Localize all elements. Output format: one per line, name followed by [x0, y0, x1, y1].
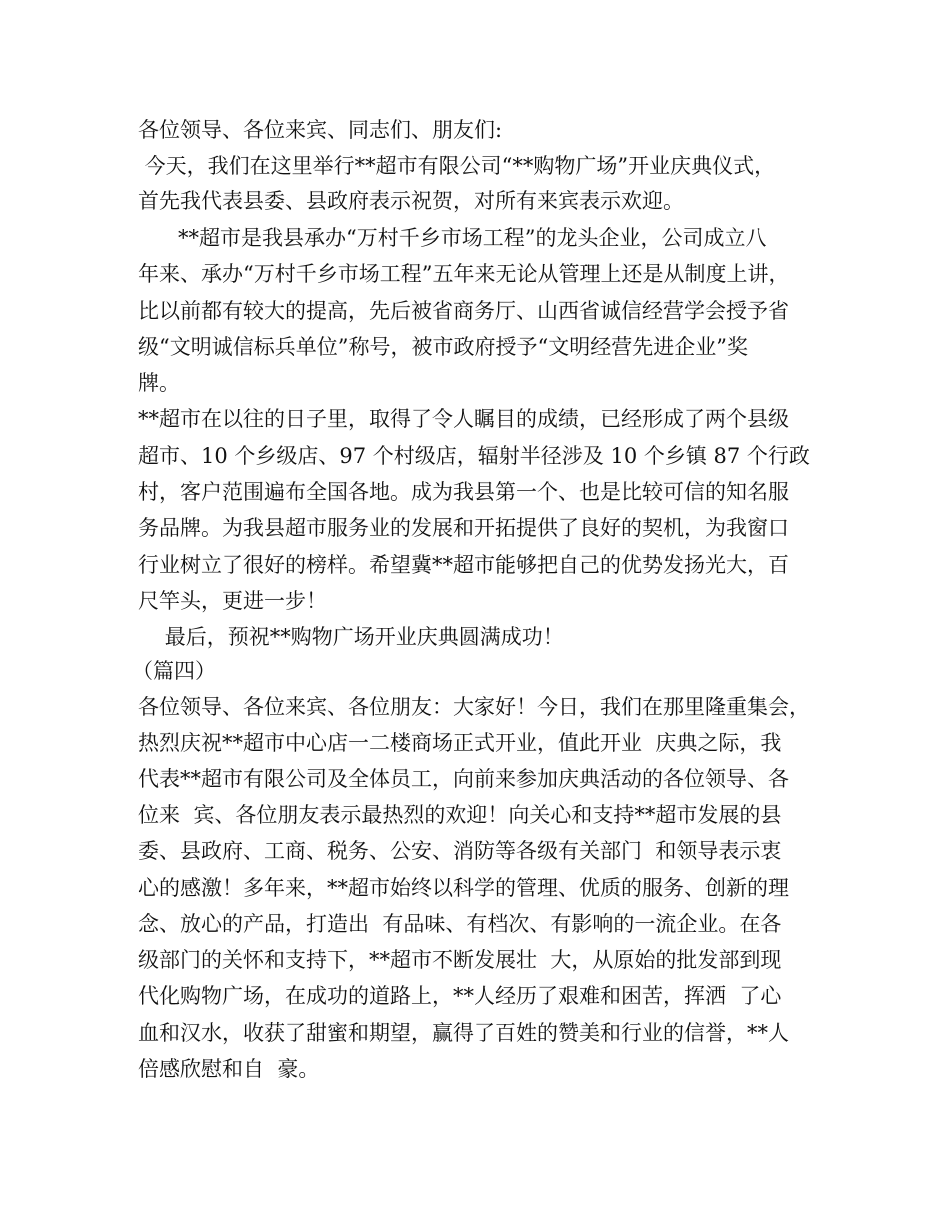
text-line: 代表**超市有限公司及全体员工，向前来参加庆典活动的各位领导、各: [138, 767, 789, 791]
text-line: 今天，我们在这里举行**超市有限公司“**购物广场”开业庆典仪式，: [138, 154, 776, 178]
text-line: 倍感欣慰和自 豪。: [138, 1057, 320, 1081]
text-line: 各位领导、各位来宾、同志们、朋友们:: [138, 118, 503, 142]
text-line: 年来、承办“万村千乡市场工程”五年来无论从管理上还是从制度上讲，: [138, 262, 790, 286]
text-line: 首先我代表县委、县政府表示祝贺，对所有来宾表示欢迎。: [138, 189, 684, 213]
text-line: 最后，预祝**购物广场开业庆典圆满成功！: [138, 625, 564, 649]
text-line: 代化购物广场，在成功的道路上，**人经历了艰难和困苦，挥洒 了心: [138, 984, 782, 1008]
text-line: 行业树立了很好的榜样。希望冀**超市能够把自己的优势发扬光大，百: [138, 553, 789, 577]
section-heading: （篇四）: [132, 659, 216, 683]
text-line: 超市、10 个乡级店、97 个村级店，辐射半径涉及 10 个乡镇 87 个行政: [138, 444, 810, 468]
text-line: 务品牌。为我县超市服务业的发展和开拓提供了良好的契机，为我窗口: [138, 516, 789, 540]
text-line: 委、县政府、工商、税务、公安、消防等各级有关部门 和领导表示衷: [138, 839, 782, 863]
text-line: 比以前都有较大的提高，先后被省商务厅、山西省诚信经营学会授予省: [138, 299, 789, 323]
text-line: 念、放心的产品，打造出 有品味、有档次、有影响的一流企业。在各: [138, 912, 782, 936]
text-line: **超市是我县承办“万村千乡市场工程”的龙头企业，公司成立八: [138, 226, 767, 250]
text-line: 热烈庆祝**超市中心店一二楼商场正式开业，值此开业 庆典之际，我: [138, 731, 782, 755]
text-line: 位来 宾、各位朋友表示最热烈的欢迎！向关心和支持**超市发展的县: [138, 803, 782, 827]
text-line: 各位领导、各位来宾、各位朋友：大家好！今日，我们在那里隆重集会，: [138, 695, 810, 719]
text-line: **超市在以往的日子里，取得了令人瞩目的成绩，已经形成了两个县级: [138, 407, 789, 431]
text-line: 级部门的关怀和支持下，**超市不断发展壮 大，从原始的批发部到现: [138, 948, 782, 972]
text-line: 尺竿头，更进一步！: [138, 589, 327, 613]
text-line: 级“文明诚信标兵单位”称号，被市政府授予“文明经营先进企业”奖: [138, 335, 748, 359]
text-line: 血和汉水，收获了甜蜜和期望，赢得了百姓的赞美和行业的信誉，**人: [138, 1021, 789, 1045]
text-line: 村，客户范围遍布全国各地。成为我县第一个、也是比较可信的知名服: [138, 480, 789, 504]
text-line: 心的感激！多年来，**超市始终以科学的管理、优质的服务、创新的理: [138, 876, 789, 900]
text-line: 牌。: [138, 371, 180, 395]
